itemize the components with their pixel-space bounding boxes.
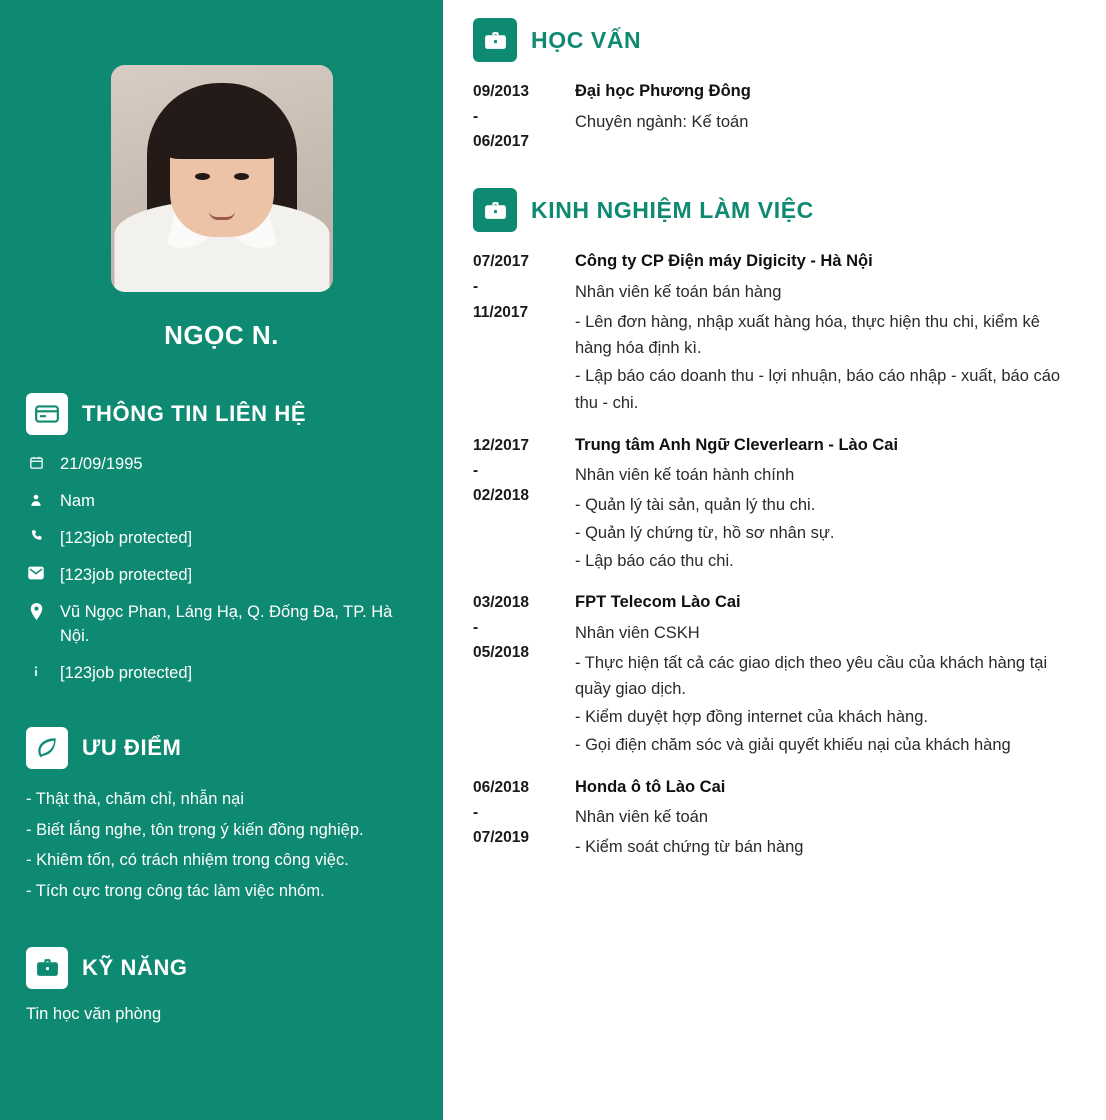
entry-task: - Lập báo cáo thu chi.: [575, 551, 734, 570]
date-dash: -: [473, 278, 479, 296]
entry-line: Chuyên ngành: Kế toán: [575, 112, 749, 131]
entry-dates: [473, 589, 573, 759]
contact-value-address: Vũ Ngọc Phan, Láng Hạ, Q. Đống Đa, TP. Hà Nội.: [60, 602, 393, 645]
date-dash: -: [473, 619, 479, 637]
avatar-eye-left: [195, 173, 210, 180]
entry-role: Nhân viên CSKH: [575, 623, 700, 642]
entry-title: FPT Telecom Lào Cai: [575, 593, 741, 612]
entry-dates: [473, 78, 573, 154]
date-dash: -: [473, 108, 479, 126]
candidate-name: NGỌC N.: [164, 320, 279, 350]
strengths-list: [26, 785, 417, 905]
section-header-strengths: [26, 727, 417, 769]
entry-dates: [473, 432, 573, 576]
entry-title: Công ty CP Điện máy Digicity - Hà Nội: [575, 252, 873, 271]
entry-task: - Quản lý tài sản, quản lý thu chi.: [575, 496, 816, 515]
entry-task: - Kiểm duyệt hợp đồng internet của khách hàng.: [575, 708, 928, 727]
contact-item-email[interactable]: [26, 564, 417, 588]
date-to: 07/2019: [473, 828, 530, 846]
section-title-experience: KINH NGHIỆM LÀM VIỆC: [531, 196, 814, 223]
experience-entry: [473, 248, 1072, 417]
entry-task: - Thực hiện tất cả các giao dịch theo yêu cầu của khách hàng tại quầy giao dịch.: [575, 653, 1048, 699]
skills-list: [26, 1005, 417, 1024]
list-item: - Thật thà, chăm chỉ, nhẫn nại: [26, 790, 244, 809]
entry-detail: [573, 248, 1072, 417]
contact-value-info: [123job protected]: [60, 663, 193, 682]
person-icon: [26, 490, 46, 508]
section-title-skills: KỸ NĂNG: [82, 954, 188, 980]
section-title-strengths: ƯU ĐIỂM: [82, 735, 182, 761]
list-item: - Tích cực trong công tác làm việc nhóm.: [26, 881, 325, 900]
contact-item-birthday: [26, 453, 417, 477]
contact-item-gender: [26, 490, 417, 514]
location-icon: [26, 601, 46, 620]
briefcase-icon: [26, 947, 68, 989]
entry-detail: [573, 589, 1072, 759]
entry-task: - Quản lý chứng từ, hồ sơ nhân sự.: [575, 523, 835, 542]
date-to: 05/2018: [473, 644, 530, 662]
section-title-education: HỌC VẤN: [531, 26, 642, 53]
avatar-bangs: [156, 97, 288, 159]
section-header-skills: [26, 947, 417, 989]
list-item: Tin học văn phòng: [26, 1004, 162, 1023]
entry-task: - Gọi điện chăm sóc và giải quyết khiếu nại của khách hàng: [575, 735, 1011, 754]
experience-entry: [473, 774, 1072, 862]
entry-task: - Lên đơn hàng, nhập xuất hàng hóa, thực hiện thu chi, kiểm kê hàng hóa định kì.: [575, 312, 1040, 358]
entry-title: Trung tâm Anh Ngữ Cleverlearn - Lào Cai: [575, 435, 899, 454]
entry-title: Honda ô tô Lào Cai: [575, 777, 726, 796]
phone-icon: [26, 527, 46, 544]
entry-role: Nhân viên kế toán bán hàng: [575, 283, 782, 302]
entry-dates: [473, 774, 573, 862]
date-to: 06/2017: [473, 133, 530, 151]
contact-list: [26, 453, 417, 685]
date-from: 09/2013: [473, 83, 530, 100]
entry-role: Nhân viên kế toán hành chính: [575, 466, 795, 485]
mail-icon: [26, 564, 46, 580]
section-header-education: [473, 18, 1072, 62]
date-dash: -: [473, 803, 479, 821]
info-icon: [26, 662, 46, 679]
entry-title: Đại học Phương Đông: [575, 82, 751, 100]
date-to: 02/2018: [473, 486, 530, 504]
avatar-wrapper: [26, 65, 417, 292]
calendar-icon: [26, 453, 46, 470]
list-item: - Biết lắng nghe, tôn trọng ý kiến đồng nghiệp.: [26, 820, 364, 839]
date-dash: -: [473, 461, 479, 479]
entry-task: - Lập báo cáo doanh thu - lợi nhuận, báo cáo nhập - xuất, báo cáo thu - chi.: [575, 367, 1061, 412]
entry-role: Nhân viên kế toán: [575, 808, 709, 827]
date-from: 12/2017: [473, 436, 530, 454]
entry-detail: [573, 78, 1072, 154]
contact-item-address: [26, 601, 417, 649]
experience-entry: [473, 589, 1072, 759]
cv-main: [443, 0, 1106, 1120]
section-header-experience: [473, 188, 1072, 232]
avatar: [111, 65, 333, 292]
contact-item-phone[interactable]: [26, 527, 417, 551]
date-from: 06/2018: [473, 778, 530, 796]
date-to: 11/2017: [473, 303, 529, 321]
section-header-contact: [26, 393, 417, 435]
card-icon: [26, 393, 68, 435]
date-from: 07/2017: [473, 253, 530, 271]
contact-value-birthday: 21/09/1995: [60, 455, 143, 473]
briefcase-icon: [473, 188, 517, 232]
contact-value-gender: Nam: [60, 491, 95, 510]
contact-value-phone: [123job protected]: [60, 528, 193, 547]
education-entry: [473, 78, 1072, 154]
entry-dates: [473, 248, 573, 417]
leaf-icon: [26, 727, 68, 769]
date-from: 03/2018: [473, 594, 530, 612]
cv-sidebar: [0, 0, 443, 1120]
section-title-contact: THÔNG TIN LIÊN HỆ: [82, 401, 307, 426]
contact-item-info[interactable]: [26, 662, 417, 686]
entry-task: - Kiểm soát chứng từ bán hàng: [575, 837, 804, 856]
entry-detail: [573, 774, 1072, 862]
contact-value-email: [123job protected]: [60, 565, 193, 584]
entry-detail: [573, 432, 1072, 576]
list-item: - Khiêm tốn, có trách nhiệm trong công việc.: [26, 851, 349, 870]
avatar-eye-right: [234, 173, 249, 180]
experience-entry: [473, 432, 1072, 576]
briefcase-icon: [473, 18, 517, 62]
